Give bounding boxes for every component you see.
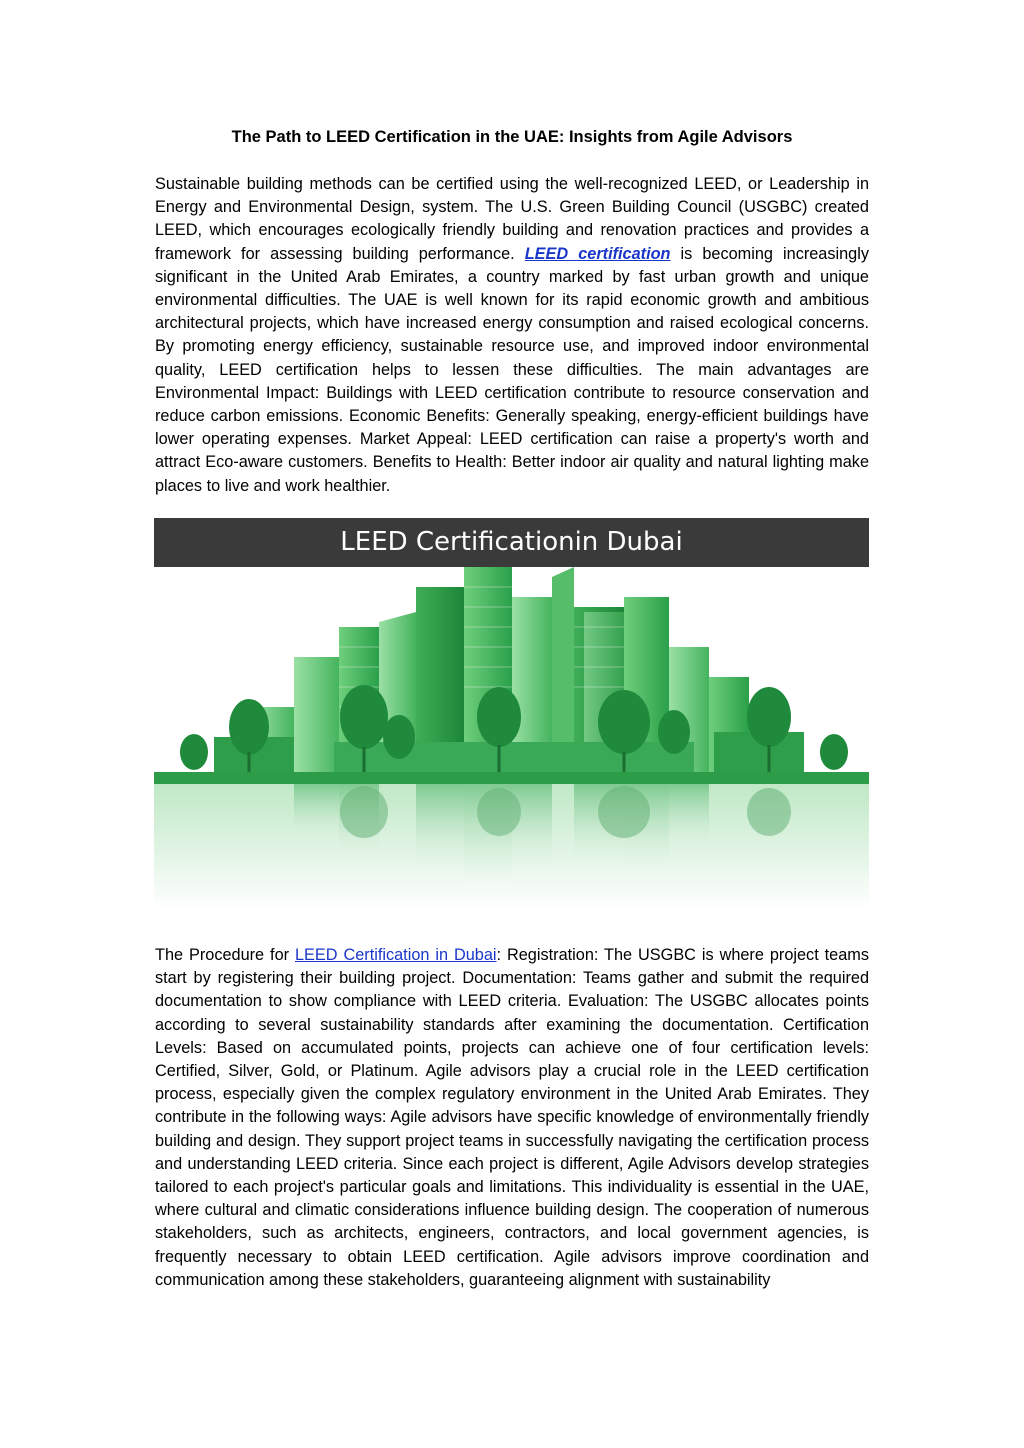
figure-banner: LEED Certificationin Dubai: [154, 518, 869, 567]
procedure-text-after-link: : Registration: The USGBC is where project teams start by registering their building project. Documentation: Teams gather and submit the required documentation to show compliance with LEED criteria. Evaluation: The USGBC allocates points according to several sustainability standards after examining the documentation. Certification Levels: Based on accumulated points, projects can achieve one of four certification levels: Certified, Silver, Gold, or Platinum. Agile advisors play a crucial role in the LEED certification process, especially given the complex regulatory environment in the United Arab Emirates. They contribute in the following ways: Agile advisors have specific knowledge of environmentally friendly building and design. They support project teams in successfully navigating the certification process and understanding LEED criteria. Since each project is different, Agile Advisors develop strategies tailored to each project's particular goals and limitations. This individuality is essential in the UAE, where cultural and climatic considerations influence building design. The cooperation of numerous stakeholders, such as architects, engineers, contractors, and local government agencies, is frequently necessary to obtain LEED certification. Agile advisors improve coordination and communication among these stakeholders, guaranteeing alignment with sustainability: [155, 946, 869, 1289]
leed-certification-dubai-link[interactable]: LEED Certification in Dubai: [295, 946, 497, 964]
procedure-paragraph: [155, 944, 869, 1292]
green-city-illustration: [154, 567, 869, 910]
intro-paragraph: [155, 173, 869, 498]
procedure-text-before-link: The Procedure for: [155, 946, 295, 964]
document-title: The Path to LEED Certification in the UAE: Insights from Agile Advisors: [231, 128, 793, 146]
intro-text-before-link: Sustainable building methods can be certified using the well-recognized LEED, or Leadership in Energy and Environmental Design, system. The U.S. Green Building Council (USGBC) created LEED, which encourages ecologically friendly building and renovation practices and provides a framework for assessing building performance.: [155, 175, 869, 263]
leed-certification-link[interactable]: LEED certification: [524, 244, 671, 263]
intro-text-after-link: is becoming increasingly significant in the United Arab Emirates, a country marked by fast urban growth and unique environmental difficulties. The UAE is well known for its rapid economic growth and ambitious architectural projects, which have increased energy consumption and raised ecological concerns. By promoting energy efficiency, sustainable resource use, and improved indoor environmental quality, LEED certification helps to lessen these difficulties. The main advantages are Environmental Impact: Buildings with LEED certification contribute to resource conservation and reduce carbon emissions. Economic Benefits: Generally speaking, energy-efficient buildings have lower operating expenses. Market Appeal: LEED certification can raise a property's worth and attract Eco-aware customers. Benefits to Health: Better indoor air quality and natural lighting make places to live and work healthier.: [155, 244, 869, 495]
leed-dubai-figure: [154, 518, 869, 910]
